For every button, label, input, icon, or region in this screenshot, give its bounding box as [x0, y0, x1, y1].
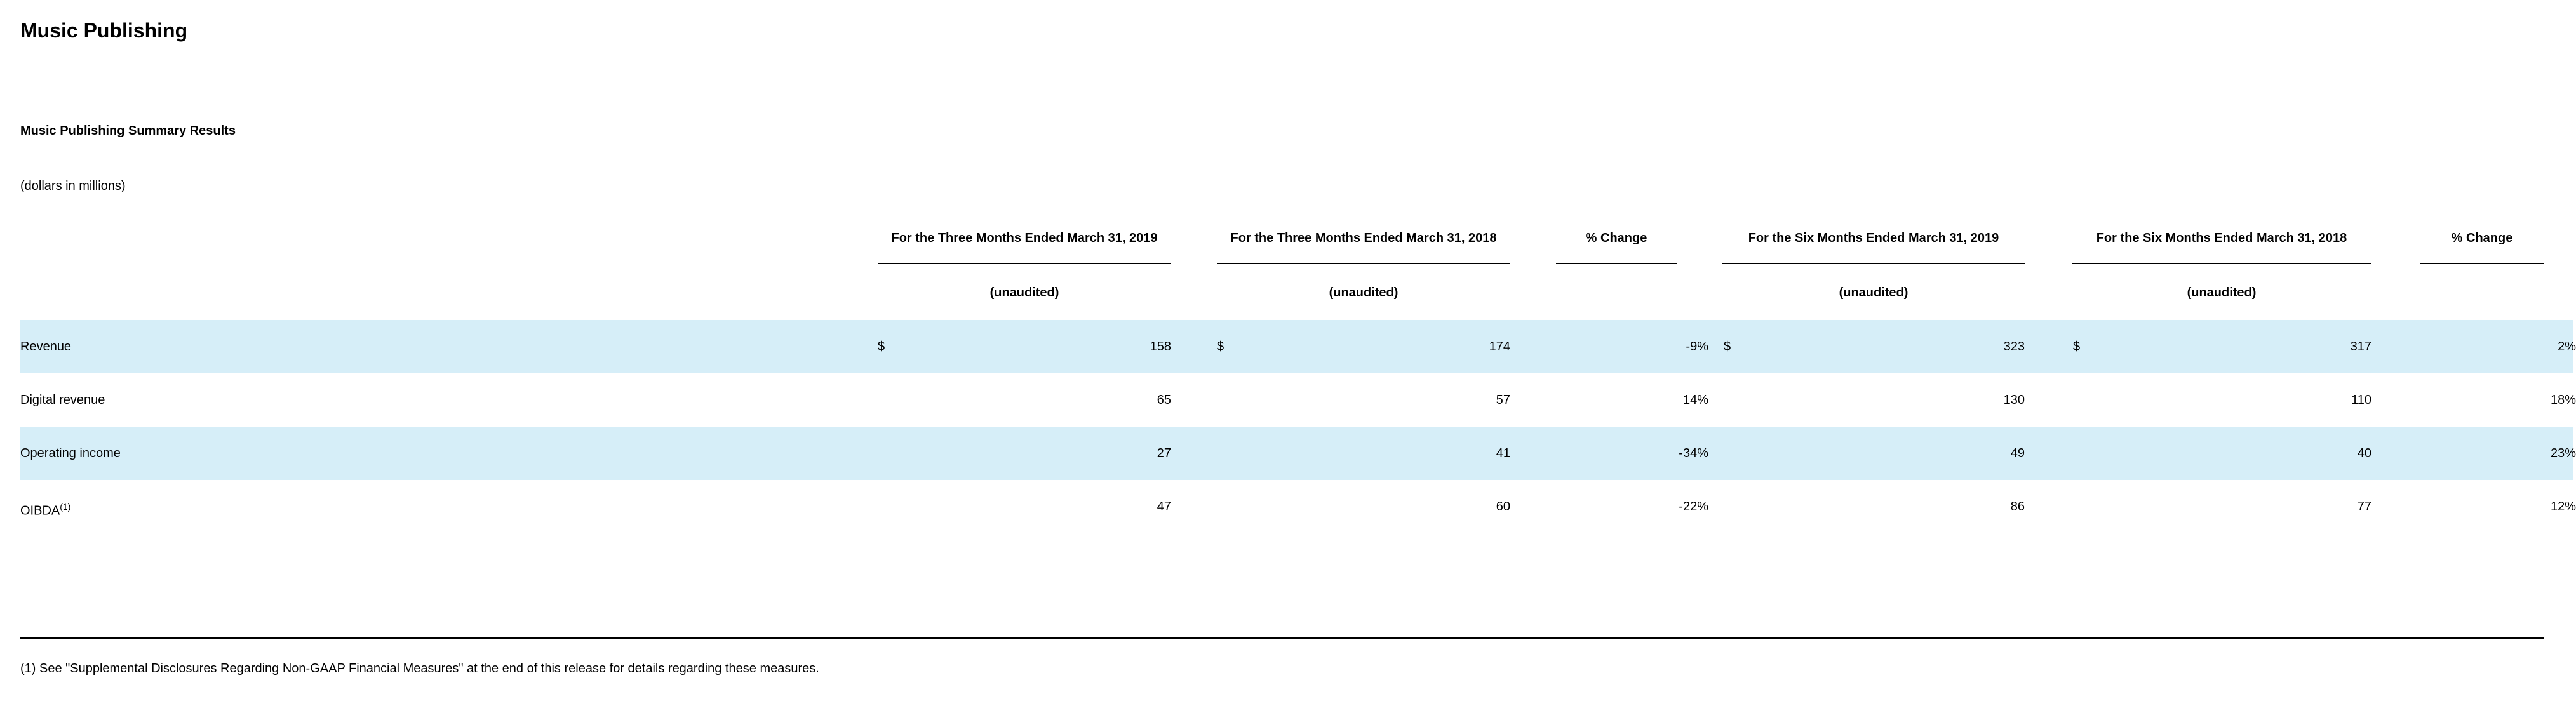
value-cell: 41	[1496, 446, 1510, 460]
footnote-divider	[20, 637, 2544, 639]
value-cell: 130	[2003, 393, 2025, 407]
table-row-revenue	[20, 320, 2576, 373]
row-label: Digital revenue	[20, 393, 105, 407]
table-row-digital-revenue	[20, 373, 2576, 427]
value-cell: 158	[1150, 340, 1171, 354]
percent-change-cell: 23%	[2550, 446, 2576, 460]
value-cell: 27	[1157, 446, 1171, 460]
column-header: For the Six Months Ended March 31, 2019	[1722, 231, 2025, 264]
currency-symbol: $	[1724, 340, 1731, 354]
row-label-text: OIBDA	[20, 503, 60, 518]
percent-change-cell: 14%	[1682, 393, 1708, 407]
footnote-marker: (1)	[60, 502, 71, 512]
page-title: Music Publishing	[20, 19, 188, 42]
value-cell: 60	[1496, 500, 1510, 514]
column-subheader: (unaudited)	[2187, 286, 2257, 300]
value-cell: 110	[2351, 393, 2371, 407]
percent-change-cell: -34%	[1679, 446, 1708, 460]
value-cell: 77	[2357, 500, 2371, 514]
column-header: % Change	[1556, 231, 1677, 264]
value-cell: 65	[1157, 393, 1171, 407]
column-subheader: (unaudited)	[1329, 286, 1399, 300]
table-row-operating-income	[20, 427, 2576, 480]
percent-change-cell: -22%	[1679, 500, 1708, 514]
column-subheader: (unaudited)	[1839, 286, 1909, 300]
currency-symbol: $	[1217, 340, 1224, 354]
footnote: (1) See "Supplemental Disclosures Regarding Non-GAAP Financial Measures" at the end of this release for details regarding these measures.	[20, 662, 819, 676]
column-header: For the Three Months Ended March 31, 2018	[1217, 231, 1510, 264]
value-cell: 40	[2357, 446, 2371, 460]
currency-symbol: $	[878, 340, 885, 354]
value-cell: 323	[2003, 340, 2025, 354]
row-label: Operating income	[20, 446, 121, 460]
currency-symbol: $	[2073, 340, 2081, 354]
value-cell: 47	[1157, 500, 1171, 514]
row-label: Revenue	[20, 340, 72, 354]
units-note: (dollars in millions)	[20, 179, 126, 193]
row-label	[20, 480, 70, 538]
value-cell: 174	[1489, 340, 1510, 354]
percent-change-cell: 12%	[2550, 500, 2576, 514]
column-subheader: (unaudited)	[989, 286, 1059, 300]
value-cell: 57	[1496, 393, 1510, 407]
percent-change-cell: -9%	[1686, 340, 1708, 354]
table-row-oibda	[20, 480, 2576, 533]
percent-change-cell: 18%	[2550, 393, 2576, 407]
percent-change-cell: 2%	[2558, 340, 2576, 354]
column-header: % Change	[2420, 231, 2544, 264]
value-cell: 317	[2350, 340, 2371, 354]
value-cell: 49	[2010, 446, 2025, 460]
value-cell: 86	[2010, 500, 2025, 514]
column-header: For the Three Months Ended March 31, 2019	[878, 231, 1171, 264]
column-header: For the Six Months Ended March 31, 2018	[2072, 231, 2371, 264]
section-title: Music Publishing Summary Results	[20, 124, 236, 138]
